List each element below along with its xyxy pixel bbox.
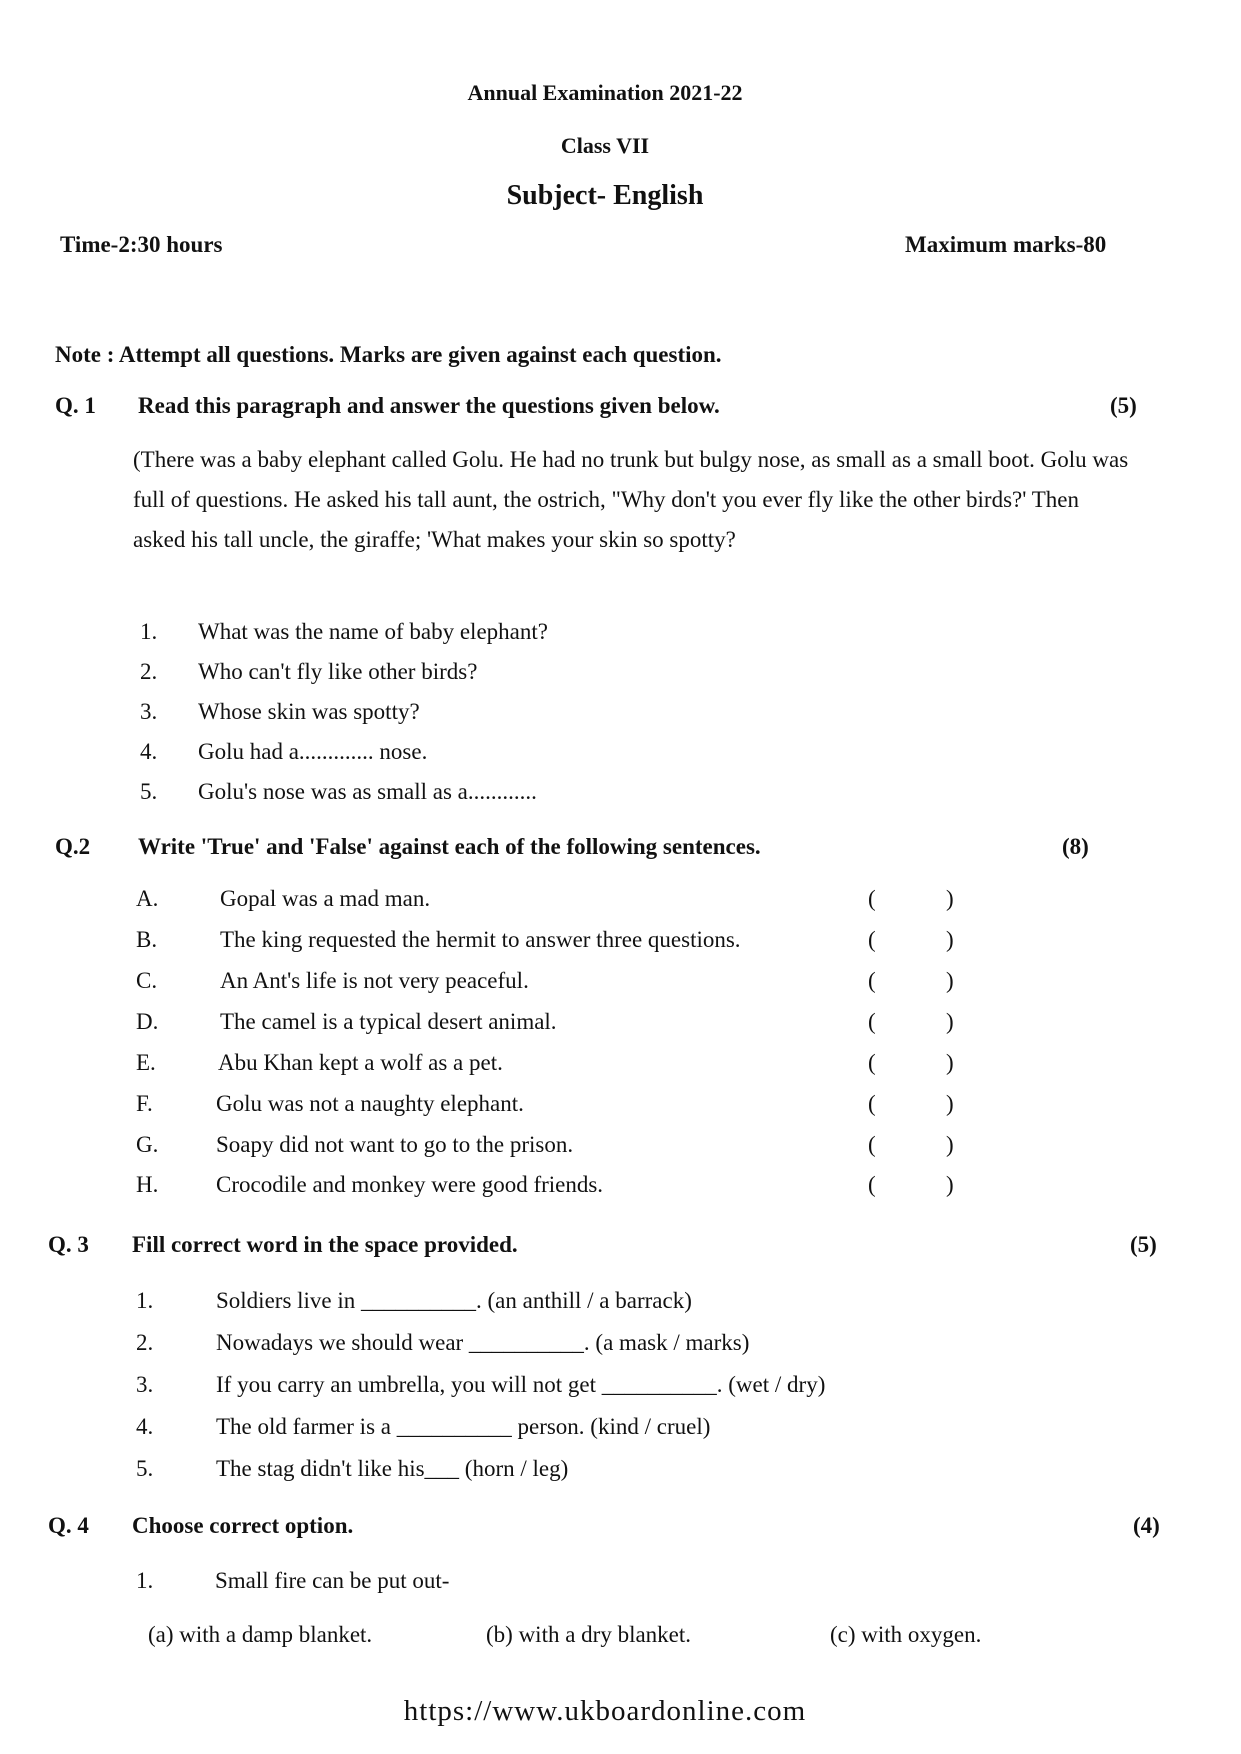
q3-item-number: 4. xyxy=(136,1414,154,1439)
q3-item-text: If you carry an umbrella, you will not get __________. (wet / dry) xyxy=(216,1372,826,1397)
q2-item-letter: G. xyxy=(136,1132,159,1157)
q1-item-number: 3. xyxy=(140,699,158,724)
q4-option-b: (b) with a dry blanket. xyxy=(486,1622,692,1647)
q1-item-text: Whose skin was spotty? xyxy=(198,699,420,724)
answer-bracket-close: ) xyxy=(946,1172,954,1197)
q3-item-number: 5. xyxy=(136,1456,154,1481)
q3-item-number: 2. xyxy=(136,1330,154,1355)
q2-item-text: Golu was not a naughty elephant. xyxy=(216,1091,524,1116)
q2-item-text: The king requested the hermit to answer three questions. xyxy=(220,927,741,952)
q1-item-text: Golu had a............. nose. xyxy=(198,739,428,764)
q1-number: Q. 1 xyxy=(55,393,96,418)
max-marks-label: Maximum marks-80 xyxy=(905,232,1107,257)
q1-marks: (5) xyxy=(1110,393,1137,418)
q1-item-number: 2. xyxy=(140,659,158,684)
answer-bracket-open: ( xyxy=(868,1050,876,1075)
q4-item-number: 1. xyxy=(136,1568,154,1593)
answer-bracket-open: ( xyxy=(868,1132,876,1157)
q2-item-letter: D. xyxy=(136,1009,159,1034)
q1-text: Read this paragraph and answer the questions given below. xyxy=(138,393,720,418)
q2-item-letter: A. xyxy=(136,886,159,911)
q2-number: Q.2 xyxy=(55,834,91,859)
q4-number: Q. 4 xyxy=(48,1513,89,1538)
q1-paragraph: (There was a baby elephant called Golu. He had no trunk but bulgy nose, as small as a small boot. Golu was full of questions. He asked his tall aunt, the ostrich, "Why don't you ever fly like the other birds?' Then asked his tall uncle, the giraffe; 'What makes your skin so spotty? xyxy=(133,447,1129,552)
q2-item-letter: C. xyxy=(136,968,158,993)
q1-item-number: 4. xyxy=(140,739,158,764)
answer-bracket-close: ) xyxy=(946,886,954,911)
q3-item-text: Nowadays we should wear __________. (a mask / marks) xyxy=(216,1330,750,1355)
answer-bracket-open: ( xyxy=(868,1172,876,1197)
answer-bracket-close: ) xyxy=(946,1009,954,1034)
q3-item-text: The stag didn't like his___ (horn / leg) xyxy=(216,1456,569,1481)
q1-item-number: 5. xyxy=(140,779,158,804)
q1-item-text: What was the name of baby elephant? xyxy=(198,619,548,644)
q2-item-text: Abu Khan kept a wolf as a pet. xyxy=(218,1050,503,1075)
answer-bracket-open: ( xyxy=(868,968,876,993)
q2-item-text: Soapy did not want to go to the prison. xyxy=(216,1132,574,1157)
q2-marks: (8) xyxy=(1062,834,1089,859)
q1-item-text: Who can't fly like other birds? xyxy=(198,659,478,684)
q2-item-letter: F. xyxy=(136,1091,153,1116)
answer-bracket-open: ( xyxy=(868,927,876,952)
q3-item-text: Soldiers live in __________. (an anthill / a barrack) xyxy=(216,1288,692,1313)
class-label: Class VII xyxy=(560,133,650,158)
q4-marks: (4) xyxy=(1133,1513,1160,1538)
q2-item-letter: H. xyxy=(136,1172,159,1197)
exam-title: Annual Examination 2021-22 xyxy=(467,80,743,105)
answer-bracket-open: ( xyxy=(868,886,876,911)
q2-item-letter: B. xyxy=(136,927,158,952)
q2-text: Write 'True' and 'False' against each of the following sentences. xyxy=(138,834,761,859)
q2-item-letter: E. xyxy=(136,1050,156,1075)
q3-text: Fill correct word in the space provided. xyxy=(132,1232,518,1257)
footer-url[interactable]: https://www.ukboardonline.com xyxy=(403,1695,807,1727)
q2-item-text: The camel is a typical desert animal. xyxy=(220,1009,557,1034)
note-text: Note : Attempt all questions. Marks are given against each question. xyxy=(55,342,722,367)
answer-bracket-open: ( xyxy=(868,1091,876,1116)
answer-bracket-close: ) xyxy=(946,1091,954,1116)
answer-bracket-open: ( xyxy=(868,1009,876,1034)
answer-bracket-close: ) xyxy=(946,1050,954,1075)
q2-item-text: Gopal was a mad man. xyxy=(220,886,431,911)
q2-item-text: Crocodile and monkey were good friends. xyxy=(216,1172,604,1197)
q3-marks: (5) xyxy=(1130,1232,1157,1257)
q1-item-number: 1. xyxy=(140,619,158,644)
q3-item-number: 3. xyxy=(136,1372,154,1397)
q3-item-text: The old farmer is a __________ person. (kind / cruel) xyxy=(216,1414,711,1439)
q3-item-number: 1. xyxy=(136,1288,154,1313)
q4-text: Choose correct option. xyxy=(132,1513,354,1538)
q4-item-text: Small fire can be put out- xyxy=(215,1568,450,1593)
q1-item-text: Golu's nose was as small as a............ xyxy=(198,779,537,804)
q3-number: Q. 3 xyxy=(48,1232,89,1257)
answer-bracket-close: ) xyxy=(946,968,954,993)
answer-bracket-close: ) xyxy=(946,927,954,952)
time-label: Time-2:30 hours xyxy=(60,232,223,257)
q2-item-text: An Ant's life is not very peaceful. xyxy=(220,968,529,993)
q4-option-c: (c) with oxygen. xyxy=(830,1622,982,1647)
answer-bracket-close: ) xyxy=(946,1132,954,1157)
subject-label: Subject- English xyxy=(506,180,704,211)
q4-option-a: (a) with a damp blanket. xyxy=(148,1622,373,1647)
